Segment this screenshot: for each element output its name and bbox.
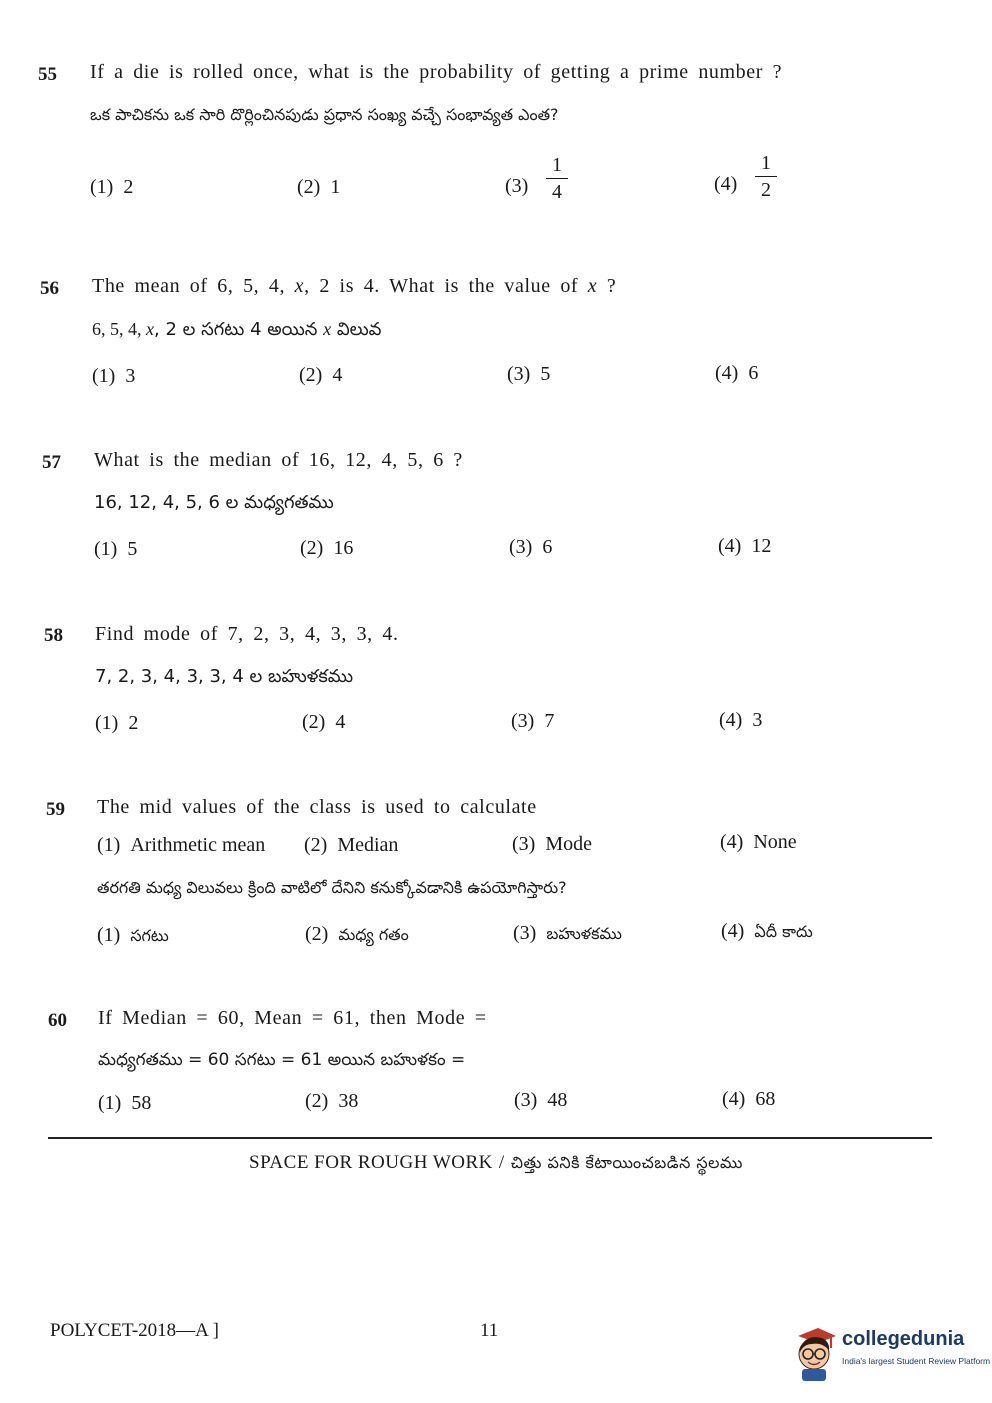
option-4: (4) 3 <box>719 709 763 731</box>
option-en-3: (3) Mode <box>512 833 592 855</box>
question-text-telugu: 16, 12, 4, 5, 6 ల మధ్యగతము <box>94 492 334 513</box>
question-text-telugu: 6, 5, 4, x, 2 ల సగటు 4 అయిన x విలువ <box>92 319 382 340</box>
option-3: (3) 48 <box>514 1089 568 1111</box>
option-2: (2) 16 <box>300 537 354 559</box>
option-en-4: (4) None <box>720 831 797 853</box>
option-4: (4) 6 <box>715 362 759 384</box>
option-te-3: (3) బహుళకము <box>513 922 622 944</box>
option-3: (3) 7 <box>511 710 555 732</box>
logo-wordmark: collegedunia <box>842 1328 965 1350</box>
question-number: 56 <box>40 278 59 299</box>
option-1: (1) 2 <box>95 712 139 734</box>
question-text-english: The mid values of the class is used to calculate <box>97 796 537 818</box>
option-1: (1) 58 <box>98 1092 152 1114</box>
option-2: (2) 38 <box>305 1090 359 1112</box>
rough-work-heading: SPACE FOR ROUGH WORK / చిత్తు పనికి కేటాయించబడిన స్థలము <box>249 1152 743 1173</box>
option-3: (3) 6 <box>509 536 553 558</box>
question-text-telugu: తరగతి మధ్య విలువలు క్రింది వాటిలో దేనిని కనుక్కోవడానికి ఉపయోగిస్తారు? <box>97 878 567 897</box>
question-number: 60 <box>48 1010 67 1031</box>
option-en-1: (1) Arithmetic mean <box>97 834 266 856</box>
option-2: (2) 4 <box>302 711 346 733</box>
option-1: (1) 5 <box>94 538 138 560</box>
option-2: (2) 4 <box>299 364 343 386</box>
question-text-english: The mean of 6, 5, 4, x, 2 is 4. What is the value of x ? <box>92 275 617 297</box>
question-text-telugu: మధ్యగతము = 60 సగటు = 61 అయిన బహుళకం = <box>98 1050 466 1070</box>
page-number: 11 <box>480 1320 499 1341</box>
question-number: 55 <box>38 64 57 85</box>
divider <box>48 1137 932 1139</box>
question-number: 57 <box>42 452 61 473</box>
option-te-4: (4) ఏదీ కాదు <box>721 920 813 942</box>
question-text-english: If Median = 60, Mean = 61, then Mode = <box>98 1007 487 1029</box>
option-4-fraction: 1 2 <box>755 152 777 201</box>
option-3-fraction: 1 4 <box>546 154 568 203</box>
option-te-1: (1) సగటు <box>97 924 169 946</box>
question-text-english: Find mode of 7, 2, 3, 4, 3, 3, 4. <box>95 623 399 645</box>
option-2: (2) 1 <box>297 176 341 198</box>
exam-code: POLYCET-2018—A ] <box>50 1320 219 1341</box>
option-te-2: (2) మధ్య గతం <box>305 923 409 945</box>
question-text-telugu: 7, 2, 3, 4, 3, 3, 4 ల బహుళకము <box>95 666 354 687</box>
option-en-2: (2) Median <box>304 834 399 856</box>
logo-tagline: India's largest Student Review Platform <box>842 1356 991 1366</box>
option-4: (4) 68 <box>722 1088 776 1110</box>
option-4: (4) <box>714 173 738 195</box>
question-number: 58 <box>44 625 63 646</box>
mascot-icon <box>792 1322 838 1382</box>
collegedunia-logo <box>792 1322 991 1386</box>
option-4: (4) 12 <box>718 535 772 557</box>
option-1: (1) 3 <box>92 365 136 387</box>
question-text-telugu: ఒక పాచికను ఒక సారి దొర్లించినపుడు ప్రధాన సంఖ్య వచ్చే సంభావ్యత ఎంత? <box>90 105 559 124</box>
question-number: 59 <box>46 799 65 820</box>
question-text-english: If a die is rolled once, what is the probability of getting a prime number ? <box>90 61 783 83</box>
option-1: (1) 2 <box>90 176 134 198</box>
question-text-english: What is the median of 16, 12, 4, 5, 6 ? <box>94 449 463 471</box>
option-3: (3) 5 <box>507 363 551 385</box>
option-3: (3) <box>505 175 529 197</box>
